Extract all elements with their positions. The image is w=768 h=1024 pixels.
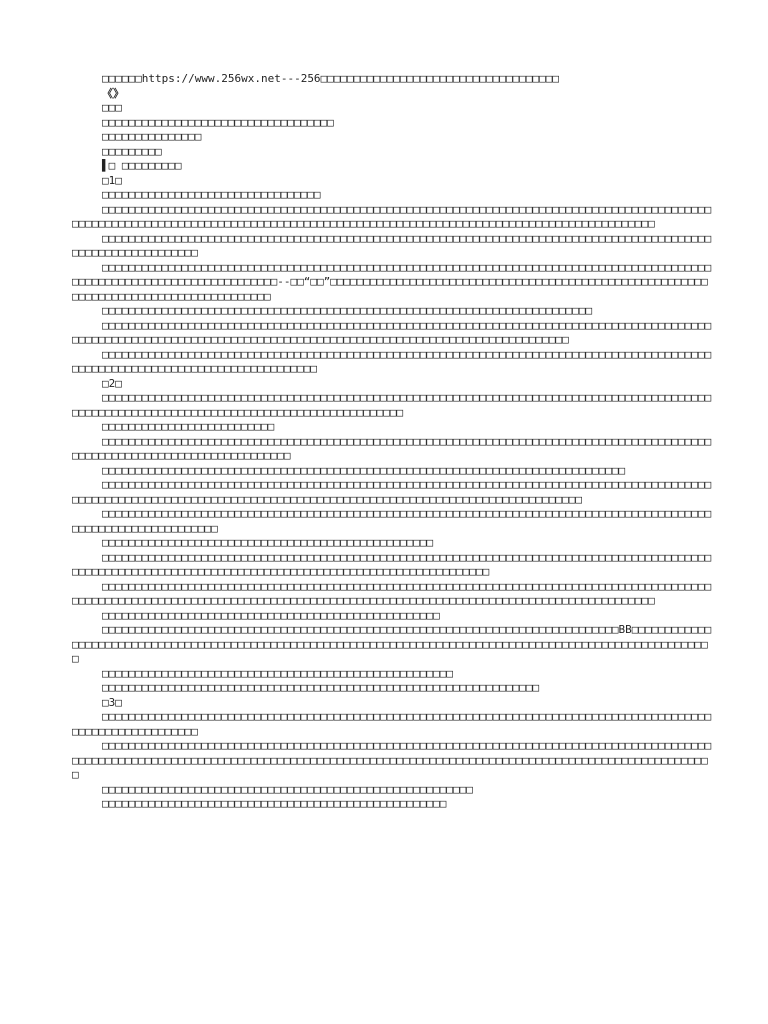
paragraph: □□□□□□□□□□□□□□□□□□□□□□□□□□□□□□□□□□□□□□□□□□□□□□□□□□□□□□□□□□□□□□□□□□ <box>102 681 540 694</box>
paragraph: □□□□□□□□□□□□□□□□□□□□□□□□□□□□□□□□□□□□□□□□□□□□□□□□□□□□□□□□ <box>102 782 473 796</box>
source-prefix: □□□□□□ <box>102 72 142 85</box>
paragraph: □□□□□□□□□□□□□□□□□□□□□□□□□□□□□□□□□ <box>102 188 321 201</box>
paragraph: □□□□□□□□□□□□□□□□□□□□□□□□□□□□□□□□□□□□□□□□□□□□□□□□□□□□□□□□□□□□□□□□□□□□□□□□□□ <box>102 304 593 317</box>
paragraph: □□□□□□□□□□□□□□□□□□□□□□□□□□□□□□□□□□□□□□□□□□□□□□□□□□□□□ <box>102 666 453 680</box>
paragraph: □□□□□□□□□□□□□□□□□□□□□□□□□□□□□□□□□□□□□□□□□□□□□□□□□□□□□□□□□□□□□□□□□□□□□□□□□□□□□□BB□□□□□□□□□□□□□□□□□□□□□□□□□□□□□□□□□□□□□□□□□□□□□□□□□□□□□□□□□□□□□□□□□□□□□□□□□□□□□□□□□□□□□□□□□□□□□□□□□□□□□□□□□□□□□ <box>72 623 712 665</box>
paragraph: □□□□□□□□□□□□□□□□□□□□□□□□□□□□□□□□□□□□□□□□□□□□□□□□□□□□□□□□□□□□□□□□□□□□□□□□□□□□□□□□□□□□□□□□□□□□□□□□□□□□□□□□□□□□□□□□□□□□□□□□□□□□□□□□□□□□□□□□□□□□□□ <box>72 391 712 419</box>
paragraph: □□□□□□□□□□□□□□□□□□□□□□□□□□□□□□□□□□□□□□□□□□□□□□□□□□□□□□□□□□□□□□□□□□□□□□□□□□□□□□□ <box>102 463 626 477</box>
section-marker: □1□ <box>102 173 122 187</box>
paragraph: □□□□□□□□□□□□□□□□□□□□□□□□□□□□□□□□□□□□□□□□□□□□□□□□□□□□□□□□□□□□□□□□□□□□□□□□□□□□□□□□□□□□□□□□□□□□□□□□□□□□□□□□□□□□□□□□□□□□□□□□□□□□□□□□□□□□□□□□□□□□□□□□□□□□□□□□□□□□□□□□□□□□□□□□□□□□□□□□□□□□□□□□□□□□□ <box>72 739 712 781</box>
section-marker: □3□ <box>102 695 122 709</box>
paragraph: □□□□□□□□□□□□□□□□□□□□□□□□□□□□□□□□□□□□□□□□□□□□□□□□□□□□□□□□□□□□□□□□□□□□□□□□□□□□□□□□□□□□□□□□□□□□□□□□□□□□□□□□□□□□□□□□□□□□□□□□□□□--□□“□□”□□□□□□□□□□□□□□□□□□□□□□□□□□□□□□□□□□□□□□□□□□□□□□□□□□□□□□□□□□□□□□□□□□□□□□□□□□□□□□□□□□□□□□□ <box>72 260 712 303</box>
paragraph: □□□□□□□□□□□□□□□□□□□□□□□□□□□□□□□□□□□□□□□□□□□□□□□□□□□□□□□□□□□□□□□□□□□□□□□□□□□□□□□□□□□□□□□□□□□□□□□□□□□□□□□□□□□□□□□ <box>72 231 712 259</box>
paragraph: □□□□□□□□□□□□□□□□□□□□□□□□□□□□□□□□□□□□□□□□□□□□□□□□□□□□□□□□□□□□□□□□□□□□□□□□□□□□□□□□□□□□□□□□□□□□□□□□□□□□□□□□□□□□□□□□□□□□□□□□□□□□□□□□□□□□□□□□□□□□□□□□□□□□□□□□□□□□□□□□□□□□□□□□□ <box>72 478 712 506</box>
chapter-heading: ▌□ □□□□□□□□□ <box>102 159 182 172</box>
paragraph: □□□□□□□□□□□□□□□□□□□□□□□□□□□□□□□□□□□□□□□□□□□□□□□□□□□□ <box>102 797 447 810</box>
header-line: □□□□□□□□□□□□□□□□□□□□□□□□□□□□□□□□□□□ <box>102 115 334 129</box>
book-title-brackets: 《》 <box>102 86 124 100</box>
header-line: □□□ <box>102 101 122 114</box>
paragraph: □□□□□□□□□□□□□□□□□□□□□□□□□□□□□□□□□□□□□□□□□□□□□□□□□□□□□□□□□□□□□□□□□□□□□□□□□□□□□□□□□□□□□□□□□□□□□□□□□□□□□□□□□□□□□□□□□□□□□□□□□□□□□□□□□ <box>72 347 712 375</box>
document-page <box>72 72 712 812</box>
paragraph: □□□□□□□□□□□□□□□□□□□□□□□□□□□□□□□□□□□□□□□□□□□□□□□□□□□□□□□□□□□□□□□□□□□□□□□□□□□□□□□□□□□□□□□□□□□□□□□□□□□□□□□□□□□□□□□ <box>72 710 712 738</box>
paragraph: □□□□□□□□□□□□□□□□□□□□□□□□□□□□□□□□□□□□□□□□□□□□□□□□□□□□□□□□□□□□□□□□□□□□□□□□□□□□□□□□□□□□□□□□□□□□□□□□□□□□□□□□□□□□□□□□□□□□□□□□□□□□□□□□□□□□□□□□□□□□□□□□□□□□□□□□□□□□□□□□□□□□□□□ <box>72 318 712 346</box>
source-url[interactable]: https://www.256wx.net---256 <box>141 72 321 85</box>
paragraph: □□□□□□□□□□□□□□□□□□□□□□□□□□□□□□□□□□□□□□□□□□□□□□□□□□□□□□□□□□□□□□□□□□□□□□□□□□□□□□□□□□□□□□□□□□□□□□□□□□□□□□□□□□□□□□□□□□□□□□□□□□□□□□□□□□□□□□□□□□□□□□□□□□□□□□□□□□□□□□□□□□□□□□□□□□□□□□□□□□□□ <box>72 202 712 230</box>
paragraph: □□□□□□□□□□□□□□□□□□□□□□□□□□□□□□□□□□□□□□□□□□□□□□□□□□□□□□□□□□□□□□□□□□□□□□□□□□□□□□□□□□□□□□□□□□□□□□□□□□□□□□□□□□□□□□□□□□□□□□□□□□□□□ <box>72 434 712 462</box>
source-line <box>72 72 712 87</box>
paragraph: □□□□□□□□□□□□□□□□□□□□□□□□□□ <box>102 420 275 433</box>
paragraph: □□□□□□□□□□□□□□□□□□□□□□□□□□□□□□□□□□□□□□□□□□□□□□□□□□□□□□□□□□□□□□□□□□□□□□□□□□□□□□□□□□□□□□□□□□□□□□□□□□□□□□□□□□□□□□□□□□□□□□□□□□□□□□□□□□□□□□□□□□□□□□□□□□□□□□□□□□□□□□□□□□□□□□□□□□□□□□□□□□□□ <box>72 579 712 607</box>
header-line: □□□□□□□□□ <box>102 144 162 158</box>
paragraph: □□□□□□□□□□□□□□□□□□□□□□□□□□□□□□□□□□□□□□□□□□□□□□□□□□□□□□□□□□□□□□□□□□□□□□□□□□□□□□□□□□□□□□□□□□□□□□□□□□□□□□□□□□□□□□□□□□□□□□□□□□□□□□□□□□□□□□□□□□□□□□□□□□□□□□□□□□□ <box>72 550 712 578</box>
paragraph: □□□□□□□□□□□□□□□□□□□□□□□□□□□□□□□□□□□□□□□□□□□□□□□□□□□□□□□□□□□□□□□□□□□□□□□□□□□□□□□□□□□□□□□□□□□□□□□□□□□□□□□□□□□□□□□□□□ <box>72 507 712 535</box>
paragraph: □□□□□□□□□□□□□□□□□□□□□□□□□□□□□□□□□□□□□□□□□□□□□□□□□□ <box>102 536 434 549</box>
paragraph: □□□□□□□□□□□□□□□□□□□□□□□□□□□□□□□□□□□□□□□□□□□□□□□□□□□ <box>102 608 440 622</box>
header-line: □□□□□□□□□□□□□□□ <box>102 130 202 143</box>
section-marker: □2□ <box>102 376 122 390</box>
source-suffix: □□□□□□□□□□□□□□□□□□□□□□□□□□□□□□□□□□□□ <box>320 72 559 85</box>
